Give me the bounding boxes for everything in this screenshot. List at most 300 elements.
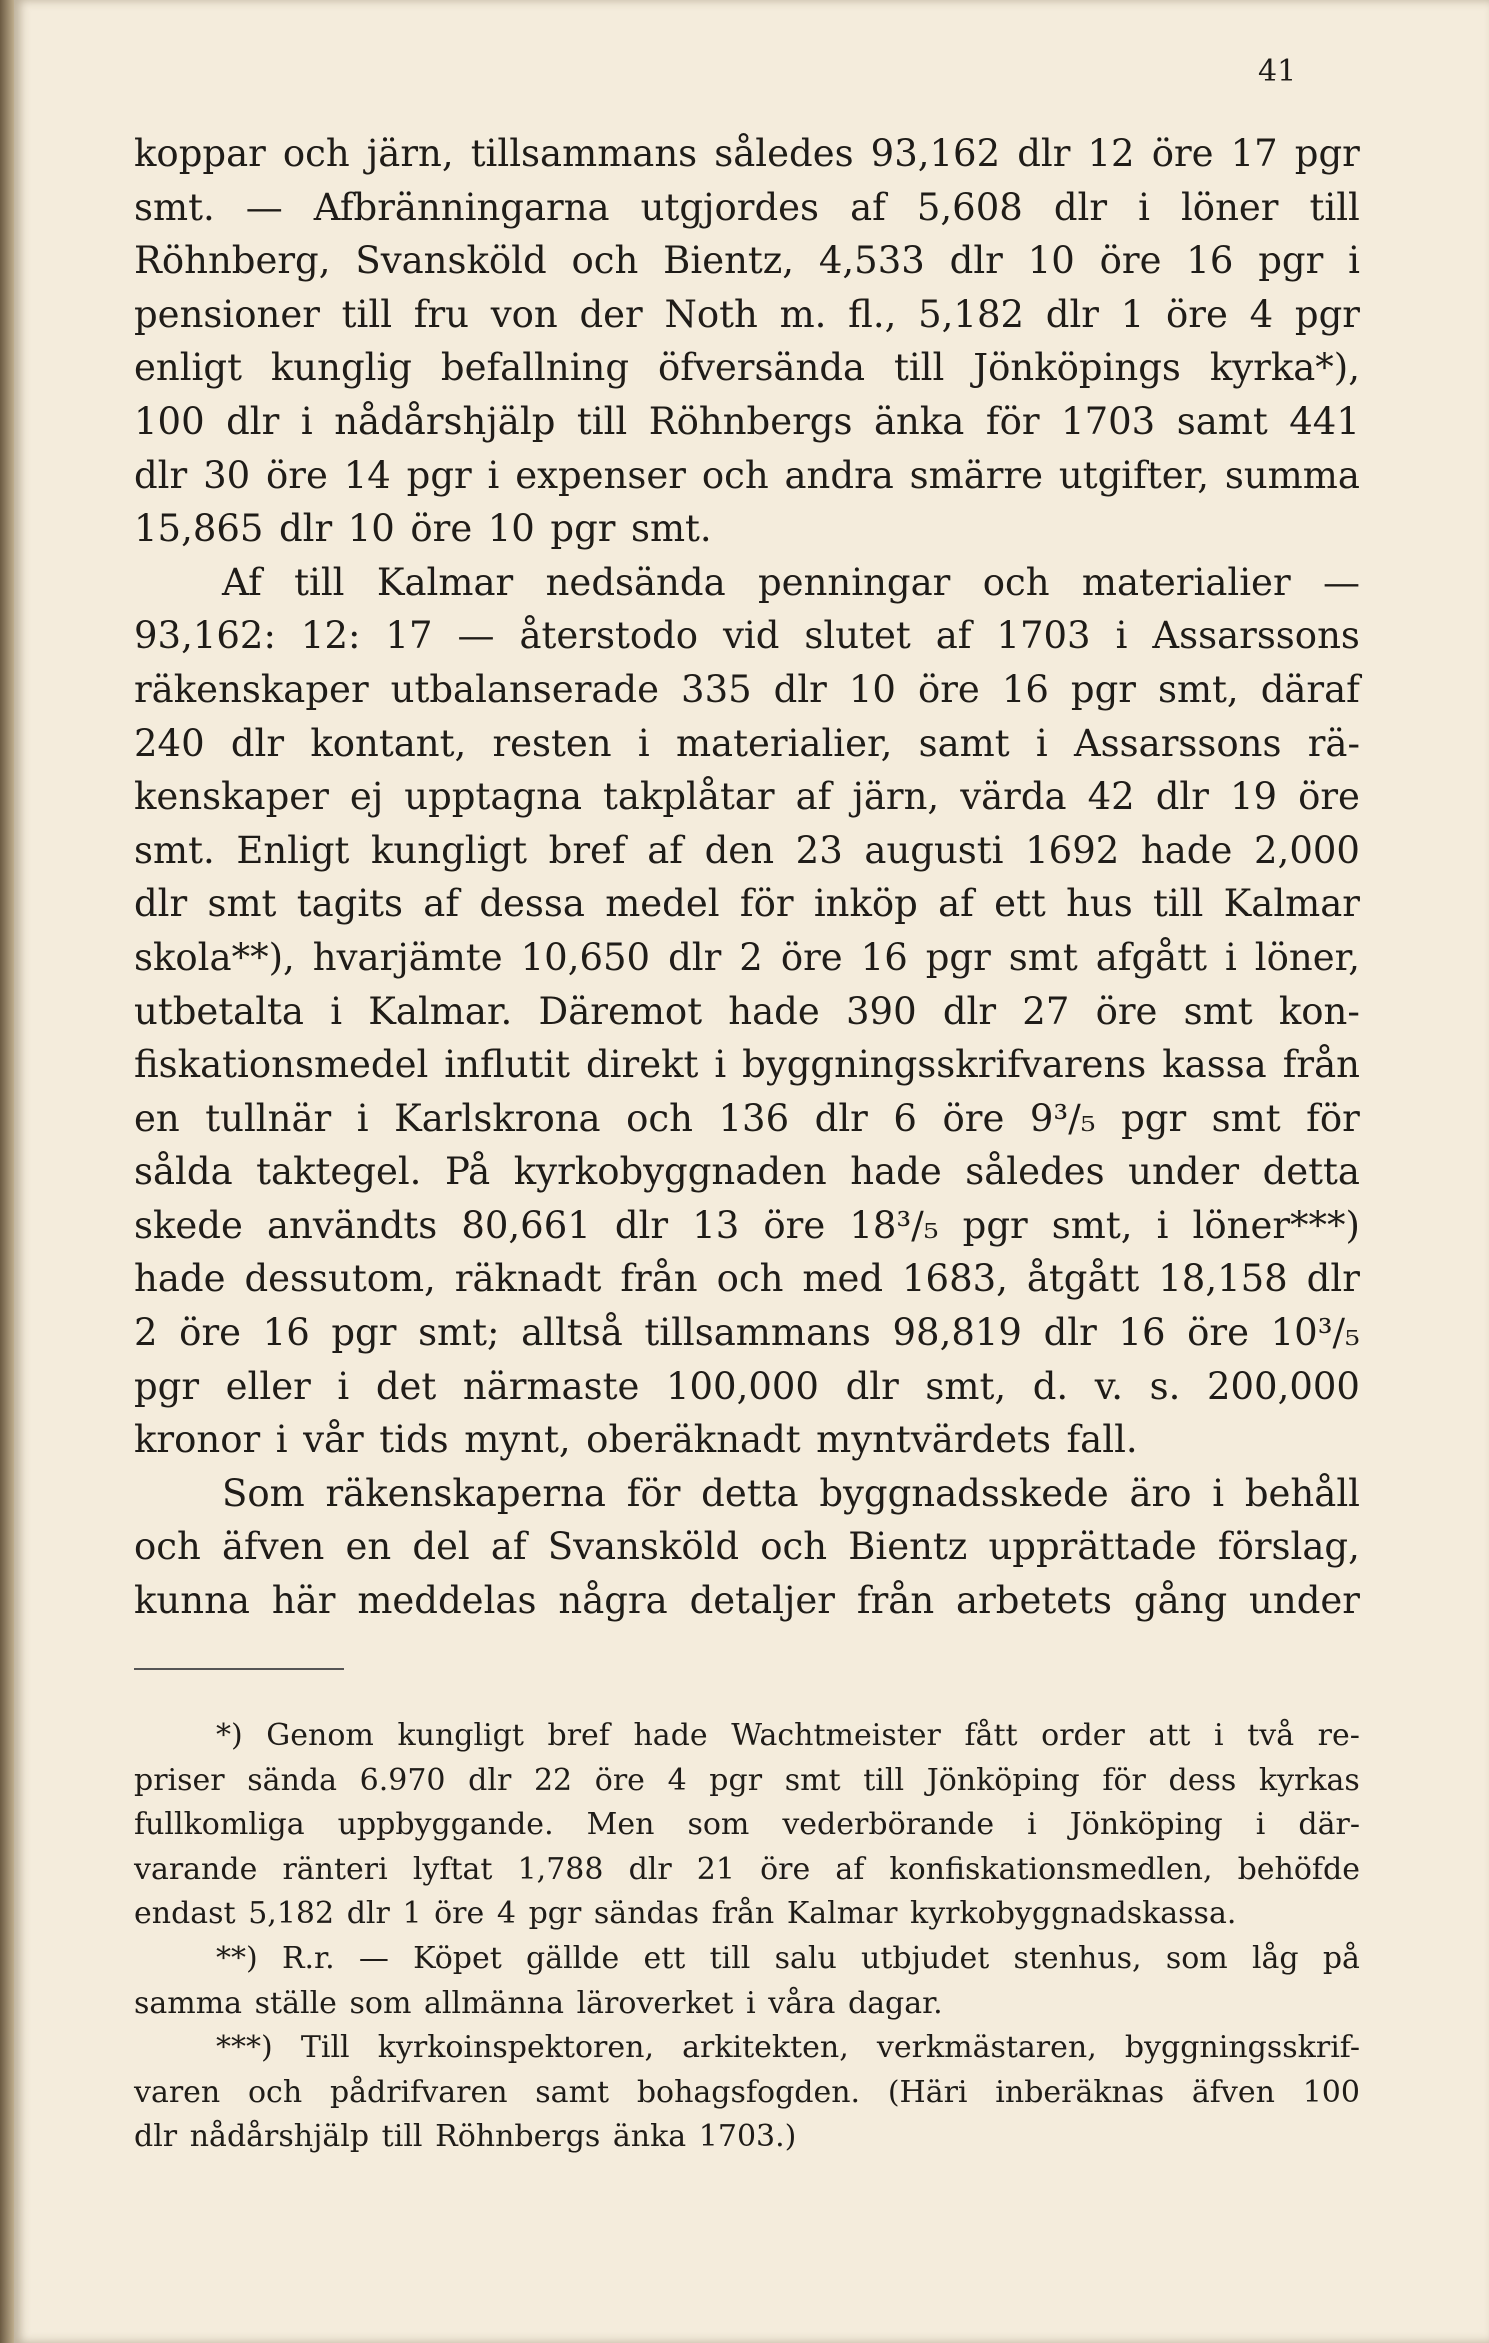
word: Men [586, 1807, 655, 1843]
footnote-line [134, 2026, 1360, 2071]
word: fl., [848, 292, 897, 336]
word: under [1128, 1150, 1240, 1194]
word: öre [1166, 292, 1228, 336]
word: värda [960, 775, 1067, 819]
word: ett [994, 882, 1046, 926]
word: öre [780, 935, 843, 979]
word: På [444, 1150, 491, 1194]
word: Enligt [236, 828, 350, 872]
word: af [835, 1851, 865, 1887]
text-line [134, 1038, 1360, 1092]
word: till [381, 2119, 423, 2155]
word: till [893, 346, 945, 390]
word: nådårshjälp [189, 2119, 370, 2155]
word: dessa [479, 882, 585, 926]
word: 27 [1022, 989, 1070, 1033]
footnote-line [134, 1714, 1360, 1759]
word: pgr [1294, 132, 1360, 175]
word: kunglig [270, 346, 412, 390]
word: arkitekten, [682, 2030, 849, 2066]
word: Kalmar [786, 1896, 898, 1932]
word: kon- [1278, 989, 1360, 1033]
word: 30 [203, 453, 251, 497]
word: och [716, 1257, 784, 1301]
word: af [850, 185, 886, 229]
word: således [714, 132, 854, 175]
word: 16 [1118, 1311, 1166, 1355]
word: dlr [468, 1762, 512, 1798]
word: bref [548, 828, 626, 872]
word: af [423, 882, 460, 926]
word: 10,650 [520, 935, 651, 979]
text-line [134, 449, 1360, 503]
word: öre [179, 1311, 242, 1355]
word: i [300, 399, 313, 443]
word: penningar [758, 560, 951, 604]
word: 4 [496, 1896, 516, 1932]
word: kyrkoinspektoren, [377, 2030, 654, 2066]
word: i [1255, 1807, 1266, 1843]
word: 240 [134, 721, 205, 765]
word: Afbränningarna [313, 185, 610, 229]
word: Jönköping [926, 1762, 1080, 1798]
word: och [134, 1525, 201, 1569]
word: verkmästaren, [876, 2030, 1097, 2066]
word: summa [1224, 453, 1360, 497]
word: tids [379, 1418, 449, 1462]
word: *) [216, 1718, 243, 1753]
word: uppbyggande. [337, 1807, 554, 1843]
word: rä- [1307, 721, 1360, 765]
text-line [134, 127, 1360, 181]
word: hade [134, 1257, 226, 1301]
word: tagits [296, 882, 404, 926]
word: — [245, 185, 283, 229]
word: afgått [1095, 935, 1207, 979]
word: utbalanserade [390, 667, 660, 711]
word: och [701, 453, 769, 497]
text-line [134, 556, 1360, 610]
word: det [375, 1364, 437, 1408]
word: oberäknadt [586, 1418, 801, 1462]
word: eller [225, 1364, 311, 1408]
word: varen [134, 2074, 221, 2110]
word: utgjordes [640, 185, 820, 229]
word: 4 [1249, 292, 1274, 336]
word: löner***) [1192, 1203, 1360, 1247]
word: 10³/₅ [1270, 1311, 1360, 1355]
text-line [134, 1467, 1360, 1521]
word: resten [492, 721, 612, 765]
word: som [349, 1985, 412, 2021]
word: öre [1099, 239, 1162, 283]
text-line [134, 931, 1360, 985]
word: slutet [804, 614, 911, 658]
word: och [626, 1096, 693, 1140]
word: dlr [134, 882, 188, 926]
word: i [275, 1418, 288, 1462]
word: till [341, 292, 393, 336]
word: dlr [1017, 132, 1071, 175]
word: v. [1094, 1364, 1124, 1408]
word: 42 [1087, 775, 1135, 819]
word: och [282, 132, 350, 175]
word: pgr [709, 1762, 763, 1798]
word: några [558, 1579, 668, 1623]
word: 4 [667, 1762, 687, 1798]
word: löner [1180, 185, 1279, 229]
word: stenhus, [1013, 1940, 1142, 1976]
word: och [760, 1525, 828, 1569]
word: smt, [925, 1364, 1007, 1408]
word: från [1282, 1043, 1360, 1087]
word: 19 [1229, 775, 1278, 819]
footnote-line [134, 1982, 1360, 2027]
word: Bientz, [663, 239, 795, 283]
word: för [1102, 1762, 1146, 1798]
word: dlr [230, 721, 285, 765]
word: koppar [134, 132, 266, 175]
word: dlr [814, 1096, 868, 1140]
word: i [356, 1096, 369, 1140]
word: 335 [681, 667, 752, 711]
word: öre [917, 667, 980, 711]
word: 6 [893, 1096, 917, 1140]
word: dlr [949, 239, 1003, 283]
word: tillsammans [470, 132, 698, 175]
text-line [134, 770, 1360, 824]
word: 22 [533, 1762, 573, 1798]
word: i [1027, 1807, 1037, 1843]
word: 5,608 [916, 185, 1023, 229]
word: sändas [593, 1896, 699, 1932]
word: i [1115, 614, 1128, 658]
word: Svansköld [355, 239, 547, 283]
word: 200,000 [1206, 1364, 1360, 1408]
footnote-line [134, 1937, 1360, 1982]
word: vid [723, 614, 780, 658]
word: hade [728, 989, 820, 1033]
word: en [134, 1096, 180, 1140]
word: influtit [444, 1043, 571, 1087]
word: 93,162 [870, 132, 1001, 175]
word: Till [300, 2030, 350, 2066]
word: smt. [630, 507, 712, 551]
word: 10 [1027, 239, 1075, 283]
word: att [1148, 1718, 1191, 1753]
word: Köpet [413, 1940, 502, 1976]
word: smt [1008, 935, 1078, 979]
word: pgr [331, 1311, 397, 1355]
word: återstodo [519, 614, 699, 658]
word: utbetalta [134, 989, 304, 1033]
word: 1,788 [517, 1851, 604, 1887]
word: här [271, 1579, 336, 1623]
word: änka [874, 399, 965, 443]
word: Röhnberg, [134, 239, 331, 283]
word: en [345, 1525, 392, 1569]
word: af [647, 828, 683, 872]
word: åtgått [1026, 1257, 1140, 1301]
word: pgr [1121, 1096, 1187, 1140]
word: enligt [134, 346, 242, 390]
word: Som [222, 1471, 305, 1515]
word: smt [207, 882, 277, 926]
word: under [1249, 1579, 1360, 1623]
word: af [795, 775, 832, 819]
word: däraf [1260, 667, 1360, 711]
page-number: 41 [1258, 54, 1297, 89]
word: medel [605, 882, 720, 926]
word: myntvärdets [816, 1418, 1051, 1462]
footnotes [134, 1714, 1360, 2160]
word: på [1322, 1940, 1360, 1976]
word: dlr [1045, 292, 1099, 336]
word: dlr [1043, 1311, 1097, 1355]
word: af [935, 614, 972, 658]
word: i [337, 1364, 350, 1408]
word: inköp [813, 882, 918, 926]
word: Noth [664, 292, 758, 336]
word: kyrkas [1258, 1762, 1360, 1798]
word: således [965, 1150, 1105, 1194]
word: pgr [134, 1364, 200, 1408]
word: 93,162: [134, 614, 276, 658]
word: der [579, 292, 643, 336]
word: äfven [221, 1525, 325, 1569]
word: smärre [909, 453, 1044, 497]
word: i [487, 453, 500, 497]
word: dlr [134, 453, 188, 497]
word: för [739, 882, 794, 926]
word: Röhnbergs [648, 399, 853, 443]
word: 2 [739, 935, 763, 979]
word: från [620, 1257, 698, 1301]
word: pgr [1294, 292, 1360, 336]
word: Jönköping [1069, 1807, 1223, 1843]
word: af [490, 1525, 527, 1569]
text-line [134, 824, 1360, 878]
word: behåll [1244, 1471, 1360, 1515]
word: till [576, 399, 628, 443]
word: dlr [845, 1364, 899, 1408]
footnote-line [134, 1892, 1360, 1937]
text-line [134, 181, 1360, 235]
word: von [490, 292, 558, 336]
word: smt [1211, 1096, 1281, 1140]
word: i [1212, 1471, 1225, 1515]
word: som [687, 1807, 750, 1843]
word: 18³/₅ [849, 1203, 939, 1247]
word: — [1323, 560, 1360, 604]
word: i [1214, 1718, 1224, 1753]
word: byggningsskrifvarens [742, 1043, 1147, 1087]
word: vederbörande [782, 1807, 995, 1843]
word: pgr [550, 507, 616, 551]
word: och [571, 239, 639, 283]
word: två [1247, 1718, 1295, 1753]
word: fiskationsmedel [134, 1043, 429, 1087]
word: ställe [254, 1985, 337, 2021]
word: som [1165, 1940, 1228, 1976]
word: tullnär [205, 1096, 332, 1140]
word: öre [763, 1203, 826, 1247]
word: befallning [440, 346, 630, 390]
word: kungligt [397, 1718, 524, 1753]
word: Kalmar [376, 560, 514, 604]
word: vår [303, 1418, 364, 1462]
word: i [1348, 239, 1360, 283]
word: löner, [1254, 935, 1360, 979]
word: arbetets [956, 1579, 1112, 1623]
text-line [134, 1574, 1360, 1628]
word: användts [266, 1203, 438, 1247]
text-line [134, 234, 1360, 288]
text-line [134, 1199, 1360, 1253]
word: ***) [216, 2030, 273, 2066]
word: smt [1183, 989, 1253, 1033]
text-line [134, 1306, 1360, 1360]
word: direkt [586, 1043, 699, 1087]
word: byggningsskrif- [1124, 2030, 1360, 2066]
word: för [1306, 1096, 1360, 1140]
book-gutter [0, 0, 14, 2343]
word: där- [1298, 1807, 1360, 1843]
word: 1703.) [698, 2119, 797, 2155]
word: R.r. [281, 1940, 335, 1976]
word: 80,661 [461, 1203, 591, 1247]
word: samma [134, 1985, 243, 2021]
text-line [134, 341, 1360, 395]
word: **) [216, 1940, 258, 1976]
word: salu [774, 1940, 837, 1976]
body-text [134, 127, 1360, 1628]
word: 100 [134, 399, 205, 443]
word: utgifter, [1058, 453, 1209, 497]
word: Kalmar [1223, 882, 1360, 926]
word: kyrka*), [1209, 346, 1360, 390]
word: 1692 [1025, 828, 1120, 872]
word: utbjudet [861, 1940, 990, 1976]
text-line [134, 1145, 1360, 1199]
word: 5,182 [918, 292, 1025, 336]
word: 4,533 [818, 239, 925, 283]
word: pgr [528, 1896, 582, 1932]
word: byggnadsskede [819, 1471, 1109, 1515]
word: — [358, 1940, 389, 1976]
word: och [248, 2074, 303, 2110]
footnote-separator [134, 1668, 344, 1670]
word: inberäknas [995, 2074, 1165, 2110]
word: Däremot [538, 989, 703, 1033]
word: upptagna [404, 775, 582, 819]
word: i [637, 721, 650, 765]
word: priser [134, 1762, 225, 1798]
word: dess [1168, 1762, 1237, 1798]
word: järn, [366, 132, 454, 175]
word: ränteri [282, 1851, 388, 1887]
word: för [626, 1471, 681, 1515]
word: dlr [1053, 185, 1108, 229]
word: våra [768, 1985, 836, 2021]
word: mynt, [464, 1418, 571, 1462]
word: allmänna [424, 1985, 564, 2021]
word: af [938, 882, 974, 926]
word: 10 [848, 667, 896, 711]
word: smt; [418, 1311, 500, 1355]
word: dlr [1306, 1257, 1360, 1301]
word: gällde [526, 1940, 620, 1976]
word: smt, [1051, 1203, 1133, 1247]
word: 100,000 [665, 1364, 819, 1408]
word: 16 [262, 1311, 310, 1355]
word: taktegel. [256, 1150, 422, 1194]
word: 16 [860, 935, 908, 979]
word: Genom [266, 1718, 374, 1753]
text-line [134, 1520, 1360, 1574]
word: ej [349, 775, 384, 819]
word: öfversända [657, 346, 866, 390]
word: Jönköpings [973, 346, 1181, 390]
word: 2 [134, 1311, 158, 1355]
word: 1 [1120, 292, 1145, 336]
word: dlr [1155, 775, 1209, 819]
word: med [802, 1257, 884, 1301]
word: räknadt [454, 1257, 602, 1301]
word: alltså [521, 1311, 623, 1355]
word: detta [701, 1471, 799, 1515]
word: 1 [402, 1896, 422, 1932]
word: dlr [614, 1203, 669, 1247]
word: öre [760, 1851, 811, 1887]
word: hvarjämte [312, 935, 503, 979]
word: ett [643, 1940, 686, 1976]
word: konfiskationsmedlen, [889, 1851, 1213, 1887]
word: pensioner [134, 292, 320, 336]
word: sålda [134, 1150, 233, 1194]
word: pgr [925, 935, 991, 979]
word: d. [1032, 1364, 1069, 1408]
word: materialier [1081, 560, 1291, 604]
footnote-line [134, 1848, 1360, 1893]
word: fall. [1066, 1418, 1138, 1462]
word: äro [1129, 1471, 1192, 1515]
text-line [134, 717, 1360, 771]
word: samt [1176, 399, 1268, 443]
word: öre [410, 507, 473, 551]
word: 16 [1186, 239, 1234, 283]
word: öre [1187, 1311, 1249, 1355]
word: fullkomliga [134, 1807, 305, 1843]
word: i [1138, 185, 1150, 229]
word: smt [784, 1762, 841, 1798]
word: order [1041, 1718, 1125, 1753]
word: 23 [795, 828, 843, 872]
word: 1683, [901, 1257, 1008, 1301]
word: öre [1298, 775, 1360, 819]
word: 17 [1230, 132, 1278, 175]
word: hade [1140, 828, 1233, 872]
word: skede [134, 1203, 243, 1247]
word: Assarssons [1073, 721, 1282, 765]
word: den [704, 828, 775, 872]
word: pgr [1070, 667, 1136, 711]
text-line [134, 1360, 1360, 1414]
word: pgr [406, 453, 472, 497]
word: m. [779, 292, 827, 336]
word: Assarssons [1152, 614, 1360, 658]
word: andra [784, 453, 894, 497]
